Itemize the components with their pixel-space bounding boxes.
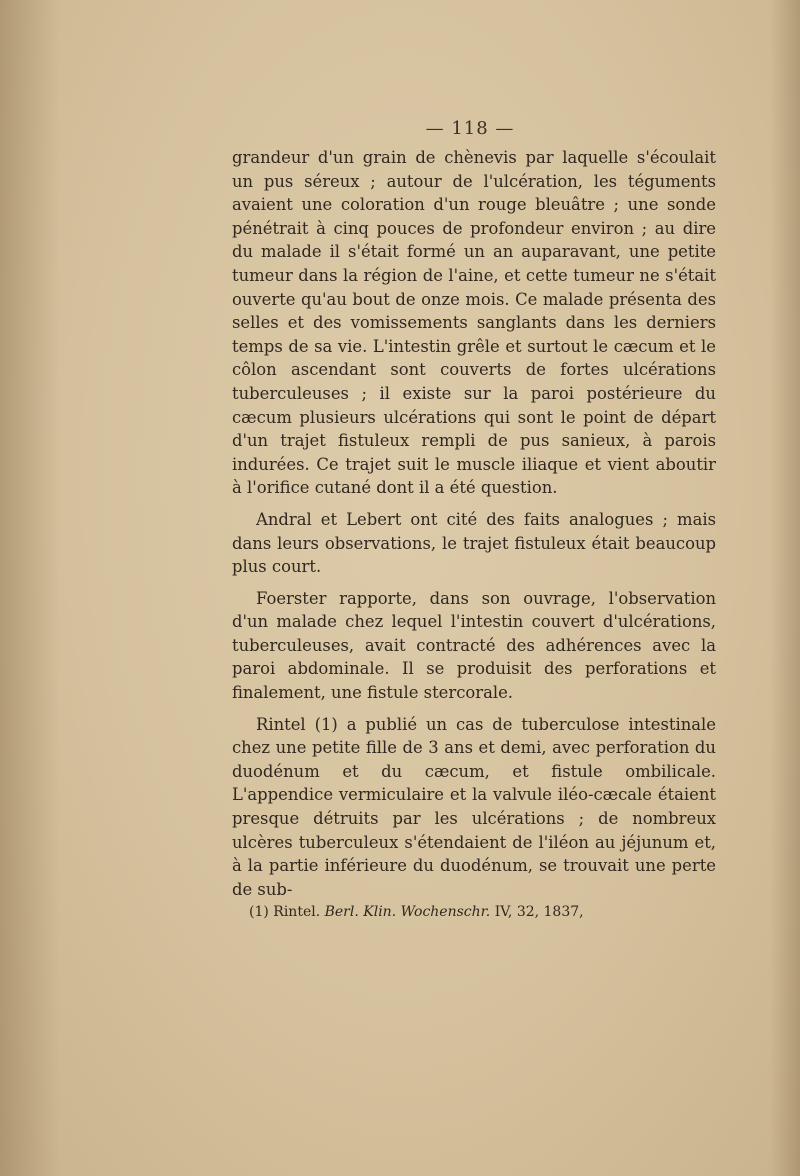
footnote-marker: (1) Rintel. bbox=[249, 904, 321, 920]
paragraph-4: Rintel (1) a publié un cas de tuberculose intestinale chez une petite fille de 3 ans et demi, avec perforation du duodénum et du cæcum, et fistule ombilicale. L'appendice vermiculaire et la valvule iléo-cæcale étaient presque détruits par les ulcérations ; de nombreux ulcères tuberculeux s'étendaient de l'iléon au jéjunum et, à la partie inférieure du duodénum, se trouvait une perte de sub- bbox=[232, 714, 716, 899]
paragraph-2: Andral et Lebert ont cité des faits analogues ; mais dans leurs observations, le trajet fistuleux était beaucoup plus court. bbox=[232, 509, 716, 577]
footnote-reference: IV, 32, 1837, bbox=[494, 904, 584, 920]
page-number: — 118 — bbox=[425, 118, 515, 139]
body-text bbox=[232, 146, 716, 909]
footnote bbox=[249, 904, 719, 920]
paragraph-1: grandeur d'un grain de chènevis par laquelle s'écoulait un pus séreux ; autour de l'ulcération, les téguments avaient une coloration d'un rouge bleuâtre ; une sonde pénétrait à cinq pouces de profondeur environ ; au dire du malade il s'était formé un an auparavant, une petite tumeur dans la région de l'aine, et cette tumeur ne s'était ouverte qu'au bout de onze mois. Ce malade présenta des selles et des vomissements sanglants dans les derniers temps de sa vie. L'intestin grêle et surtout le cæcum et le côlon ascendant sont couverts de fortes ulcérations tuberculeuses ; il existe sur la paroi postérieure du cæcum plusieurs ulcérations qui sont le point de départ d'un trajet fistuleux rempli de pus sanieux, à parois indurées. Ce trajet suit le muscle iliaque et vient aboutir à l'orifice cutané dont il a été question. bbox=[232, 148, 716, 498]
paragraph-3: Foerster rapporte, dans son ouvrage, l'observation d'un malade chez lequel l'intestin couvert d'ulcérations, tuberculeuses, avait contracté des adhérences avec la paroi abdominale. Il se produisit des perforations et finalement, une fistule stercorale. bbox=[232, 588, 716, 703]
footnote-journal: Berl. Klin. Wochenschr. bbox=[324, 904, 491, 920]
